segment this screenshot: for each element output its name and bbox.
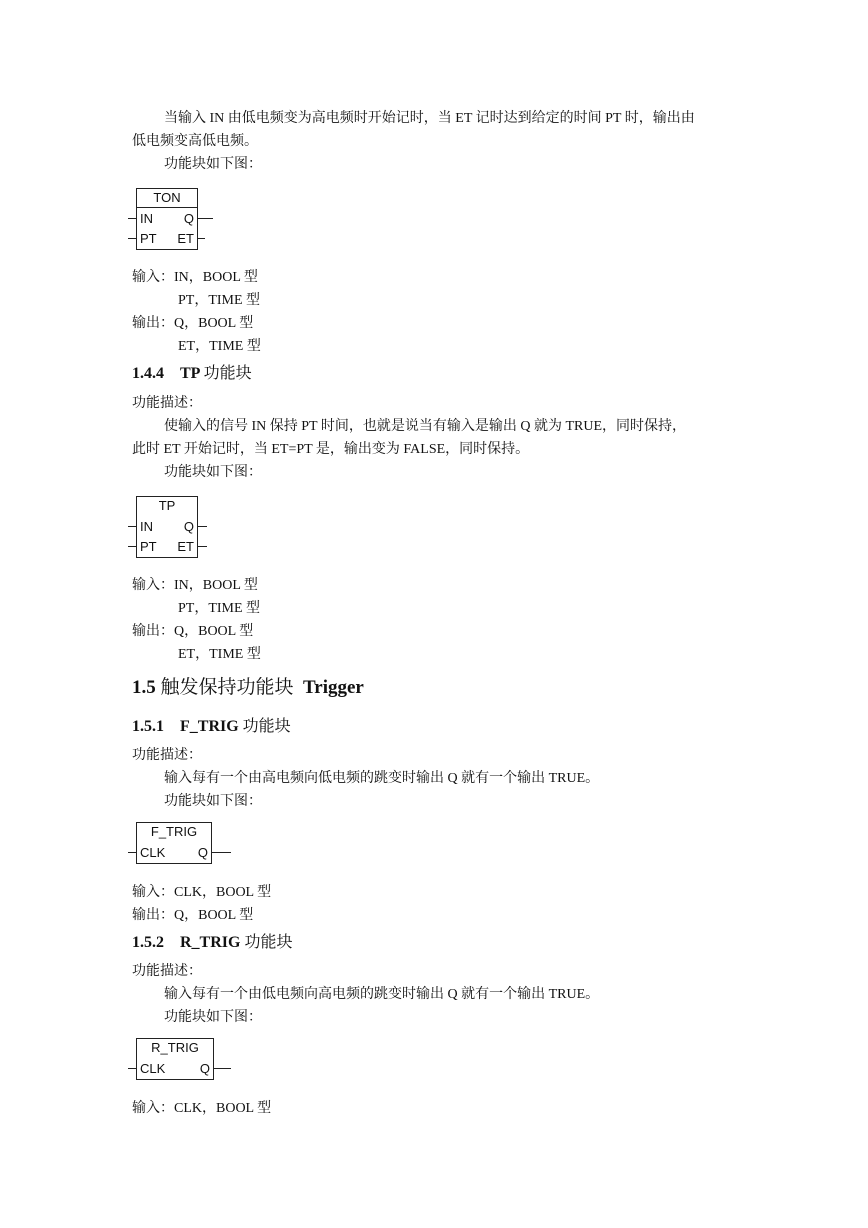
ton-wire-pt: [128, 238, 136, 239]
ftrig-heading-text: 功能块: [242, 718, 291, 735]
tp-section-heading: [132, 363, 252, 385]
ton-figure-caption: 功能块如下图：: [164, 157, 262, 172]
tp-function-desc-label: 功能描述：: [132, 396, 202, 411]
ton-block-box: [136, 188, 198, 250]
tp-heading-number: 1.4.4: [132, 365, 164, 382]
tp-heading-text: 功能块: [203, 365, 252, 382]
rtrig-heading-bold: R_TRIG: [180, 934, 241, 951]
ftrig-block-title: F_TRIG: [150, 824, 198, 839]
rtrig-wire-q: [213, 1068, 231, 1069]
ton-pin-in: IN: [140, 211, 153, 226]
ftrig-figure-caption: 功能块如下图：: [164, 794, 262, 809]
ton-pin-et: ET: [177, 231, 194, 246]
ftrig-description: 输入每有一个由高电频向低电频的跳变时输出 Q 就有一个输出 TRUE。: [164, 771, 600, 786]
tp-pin-in: IN: [140, 519, 153, 534]
ftrig-section-heading: [132, 716, 291, 738]
rtrig-heading-text: 功能块: [244, 934, 293, 951]
ton-outputs-line1: 输出：Q，BOOL 型: [132, 316, 254, 331]
rtrig-block-box: [136, 1038, 214, 1080]
rtrig-description: 输入每有一个由低电频向高电频的跳变时输出 Q 就有一个输出 TRUE。: [164, 987, 600, 1002]
rtrig-figure-caption: 功能块如下图：: [164, 1010, 262, 1025]
rtrig-pin-clk: CLK: [140, 1061, 166, 1076]
ton-inputs-line2: PT，TIME 型: [178, 293, 261, 308]
tp-pin-et: ET: [177, 539, 194, 554]
rtrig-section-heading: [132, 932, 292, 954]
tp-function-block-diagram: [128, 494, 218, 560]
ton-inputs-line1: 输入：IN，BOOL 型: [132, 270, 258, 285]
ftrig-outputs: 输出：Q，BOOL 型: [132, 908, 254, 923]
rtrig-function-desc-label: 功能描述：: [132, 964, 202, 979]
tp-block-box: [136, 496, 198, 558]
tp-outputs-line1: 输出：Q，BOOL 型: [132, 624, 254, 639]
tp-block-title: TP: [158, 498, 176, 513]
tp-heading-bold: TP: [180, 365, 200, 382]
tp-outputs-line2: ET，TIME 型: [178, 647, 261, 662]
ton-wire-in: [128, 218, 136, 219]
rtrig-wire-clk: [128, 1068, 136, 1069]
trigger-heading-number: 1.5: [132, 677, 156, 698]
ftrig-function-desc-label: 功能描述：: [132, 748, 202, 763]
ton-description-line1: 当输入 IN 由低电频变为高电频时开始记时，当 ET 记时达到给定的时间 PT 时，输出由: [164, 111, 695, 126]
trigger-section-heading: [132, 675, 364, 701]
rtrig-inputs: 输入：CLK，BOOL 型: [132, 1101, 272, 1116]
tp-inputs-line1: 输入：IN，BOOL 型: [132, 578, 258, 593]
trigger-heading-text: 触发保持功能块: [160, 677, 294, 698]
ftrig-wire-clk: [128, 852, 136, 853]
tp-wire-in: [128, 526, 136, 527]
ftrig-wire-q: [211, 852, 231, 853]
ton-wire-et: [197, 238, 205, 239]
ftrig-function-block-diagram: [128, 820, 238, 866]
ftrig-heading-number: 1.5.1: [132, 718, 164, 735]
ftrig-pin-q: Q: [197, 845, 208, 860]
tp-description-line1: 使输入的信号 IN 保持 PT 时间，也就是说当有输入是输出 Q 就为 TRUE，同时保持，: [164, 419, 687, 434]
ton-block-separator: [137, 207, 197, 208]
rtrig-block-title: R_TRIG: [151, 1040, 199, 1055]
ton-block-title: TON: [153, 190, 181, 205]
rtrig-pin-q: Q: [199, 1061, 210, 1076]
ton-pin-q: Q: [183, 211, 194, 226]
ftrig-pin-clk: CLK: [140, 845, 166, 860]
ftrig-heading-bold: F_TRIG: [180, 718, 239, 735]
ton-description-line2: 低电频变高低电频。: [132, 134, 258, 149]
ton-wire-q: [197, 218, 213, 219]
trigger-heading-bold: Trigger: [303, 677, 364, 698]
tp-wire-et: [197, 546, 207, 547]
ftrig-inputs: 输入：CLK，BOOL 型: [132, 885, 272, 900]
rtrig-function-block-diagram: [128, 1036, 238, 1082]
tp-wire-pt: [128, 546, 136, 547]
tp-pin-pt: PT: [140, 539, 157, 554]
rtrig-heading-number: 1.5.2: [132, 934, 164, 951]
ton-pin-pt: PT: [140, 231, 157, 246]
tp-inputs-line2: PT，TIME 型: [178, 601, 261, 616]
tp-figure-caption: 功能块如下图：: [164, 465, 262, 480]
tp-wire-q: [197, 526, 207, 527]
ton-outputs-line2: ET，TIME 型: [178, 339, 261, 354]
tp-description-line2: 此时 ET 开始记时，当 ET=PT 是，输出变为 FALSE，同时保持。: [132, 442, 530, 457]
tp-pin-q: Q: [183, 519, 194, 534]
ftrig-block-box: [136, 822, 212, 864]
ton-function-block-diagram: [128, 186, 218, 252]
